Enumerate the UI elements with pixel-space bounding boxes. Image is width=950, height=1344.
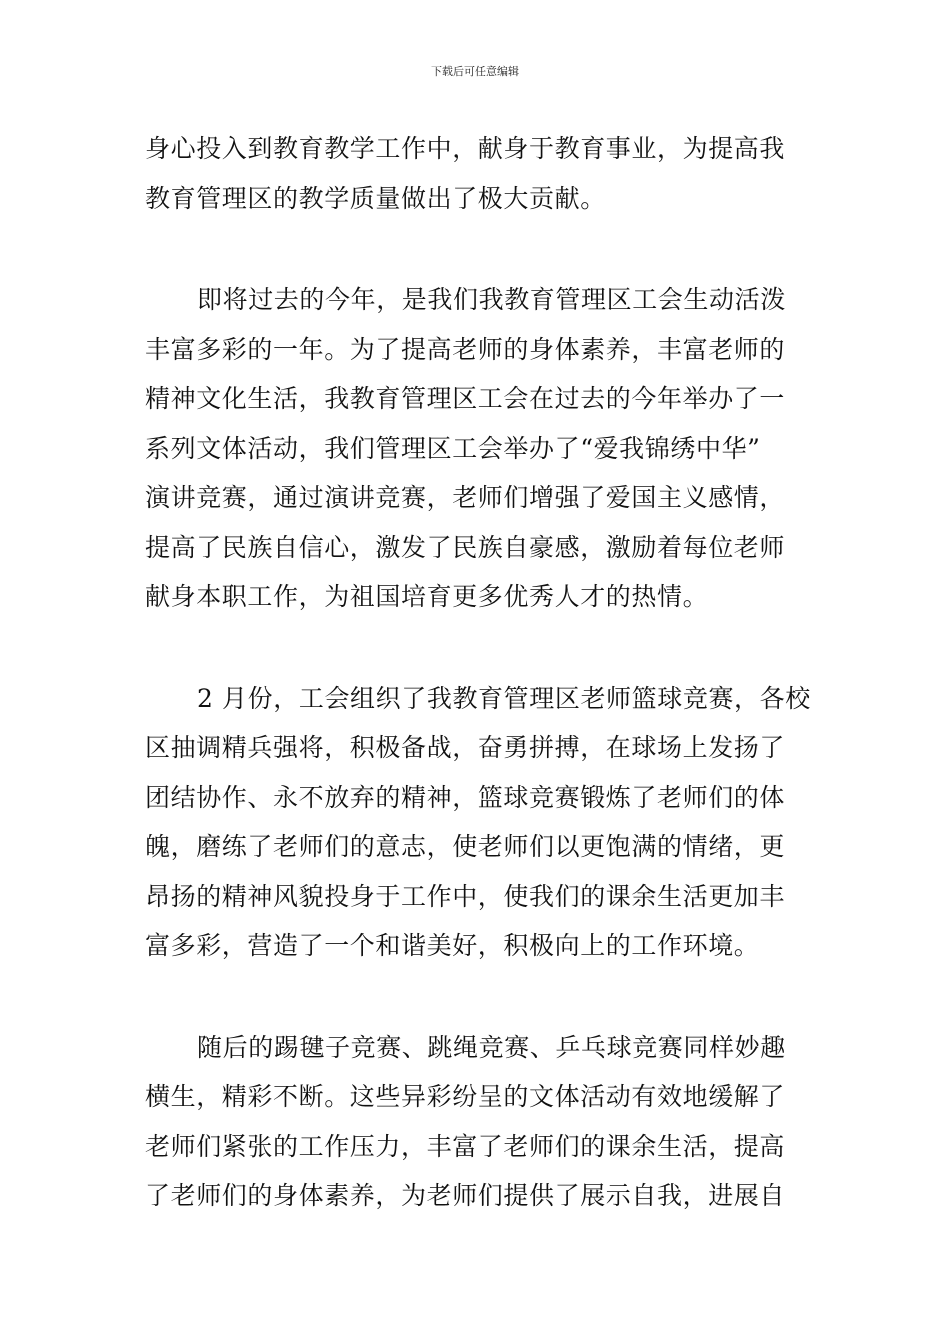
text-line: 随后的踢毽子竞赛、跳绳竞赛、乒乓球竞赛同样妙趣 (197, 1032, 786, 1062)
text-line: 富多彩，营造了一个和谐美好，积极向上的工作环境。 (145, 931, 760, 960)
document-body (145, 124, 810, 1273)
text-line: 教育管理区的教学质量做出了极大贡献。 (145, 183, 606, 213)
paragraph-1 (145, 124, 810, 223)
text-line: 演讲竞赛，通过演讲竞赛，老师们增强了爱国主义感情， (145, 483, 786, 512)
page-header-note: 下载后可任意编辑 (431, 65, 519, 78)
text-line: 区抽调精兵强将，积极备战，奋勇拼搏，在球场上发扬了 (145, 733, 786, 762)
text-line: 系列文体活动，我们管理区工会举办了“爱我锦绣中华” (145, 433, 761, 463)
paragraph-4 (145, 1023, 810, 1221)
text-line: 精神文化生活，我教育管理区工会在过去的今年举办了一 (145, 384, 786, 413)
text-line: 提高了民族自信心，激发了民族自豪感，激励着每位老师 (145, 532, 786, 562)
text-line: 魄，磨练了老师们的意志，使老师们以更饱满的情绪，更 (145, 832, 786, 861)
text-line: 昂扬的精神风貌投身于工作中，使我们的课余生活更加丰 (145, 881, 786, 911)
text-line: 丰富多彩的一年。为了提高老师的身体素养，丰富老师的 (145, 334, 786, 364)
text-line: 了老师们的身体素养，为老师们提供了展示自我，进展自 (145, 1181, 786, 1210)
text-line: 献身本职工作，为祖国培育更多优秀人才的热情。 (145, 582, 709, 611)
paragraph-3 (145, 674, 810, 971)
text-line: 即将过去的今年，是我们我教育管理区工会生动活泼 (197, 285, 786, 314)
text-line: 横生，精彩不断。这些异彩纷呈的文体活动有效地缓解了 (145, 1082, 786, 1111)
text-line: 老师们紧张的工作压力，丰富了老师们的课余生活，提高 (145, 1131, 786, 1161)
text-line: 身心投入到教育教学工作中，献身于教育事业，为提高我 (145, 134, 786, 163)
text-line: 团结协作、永不放弃的精神，篮球竞赛锻炼了老师们的体 (145, 782, 786, 812)
text-line: 2 月份，工会组织了我教育管理区老师篮球竞赛，各校 (197, 683, 811, 713)
paragraph-2 (145, 275, 810, 622)
